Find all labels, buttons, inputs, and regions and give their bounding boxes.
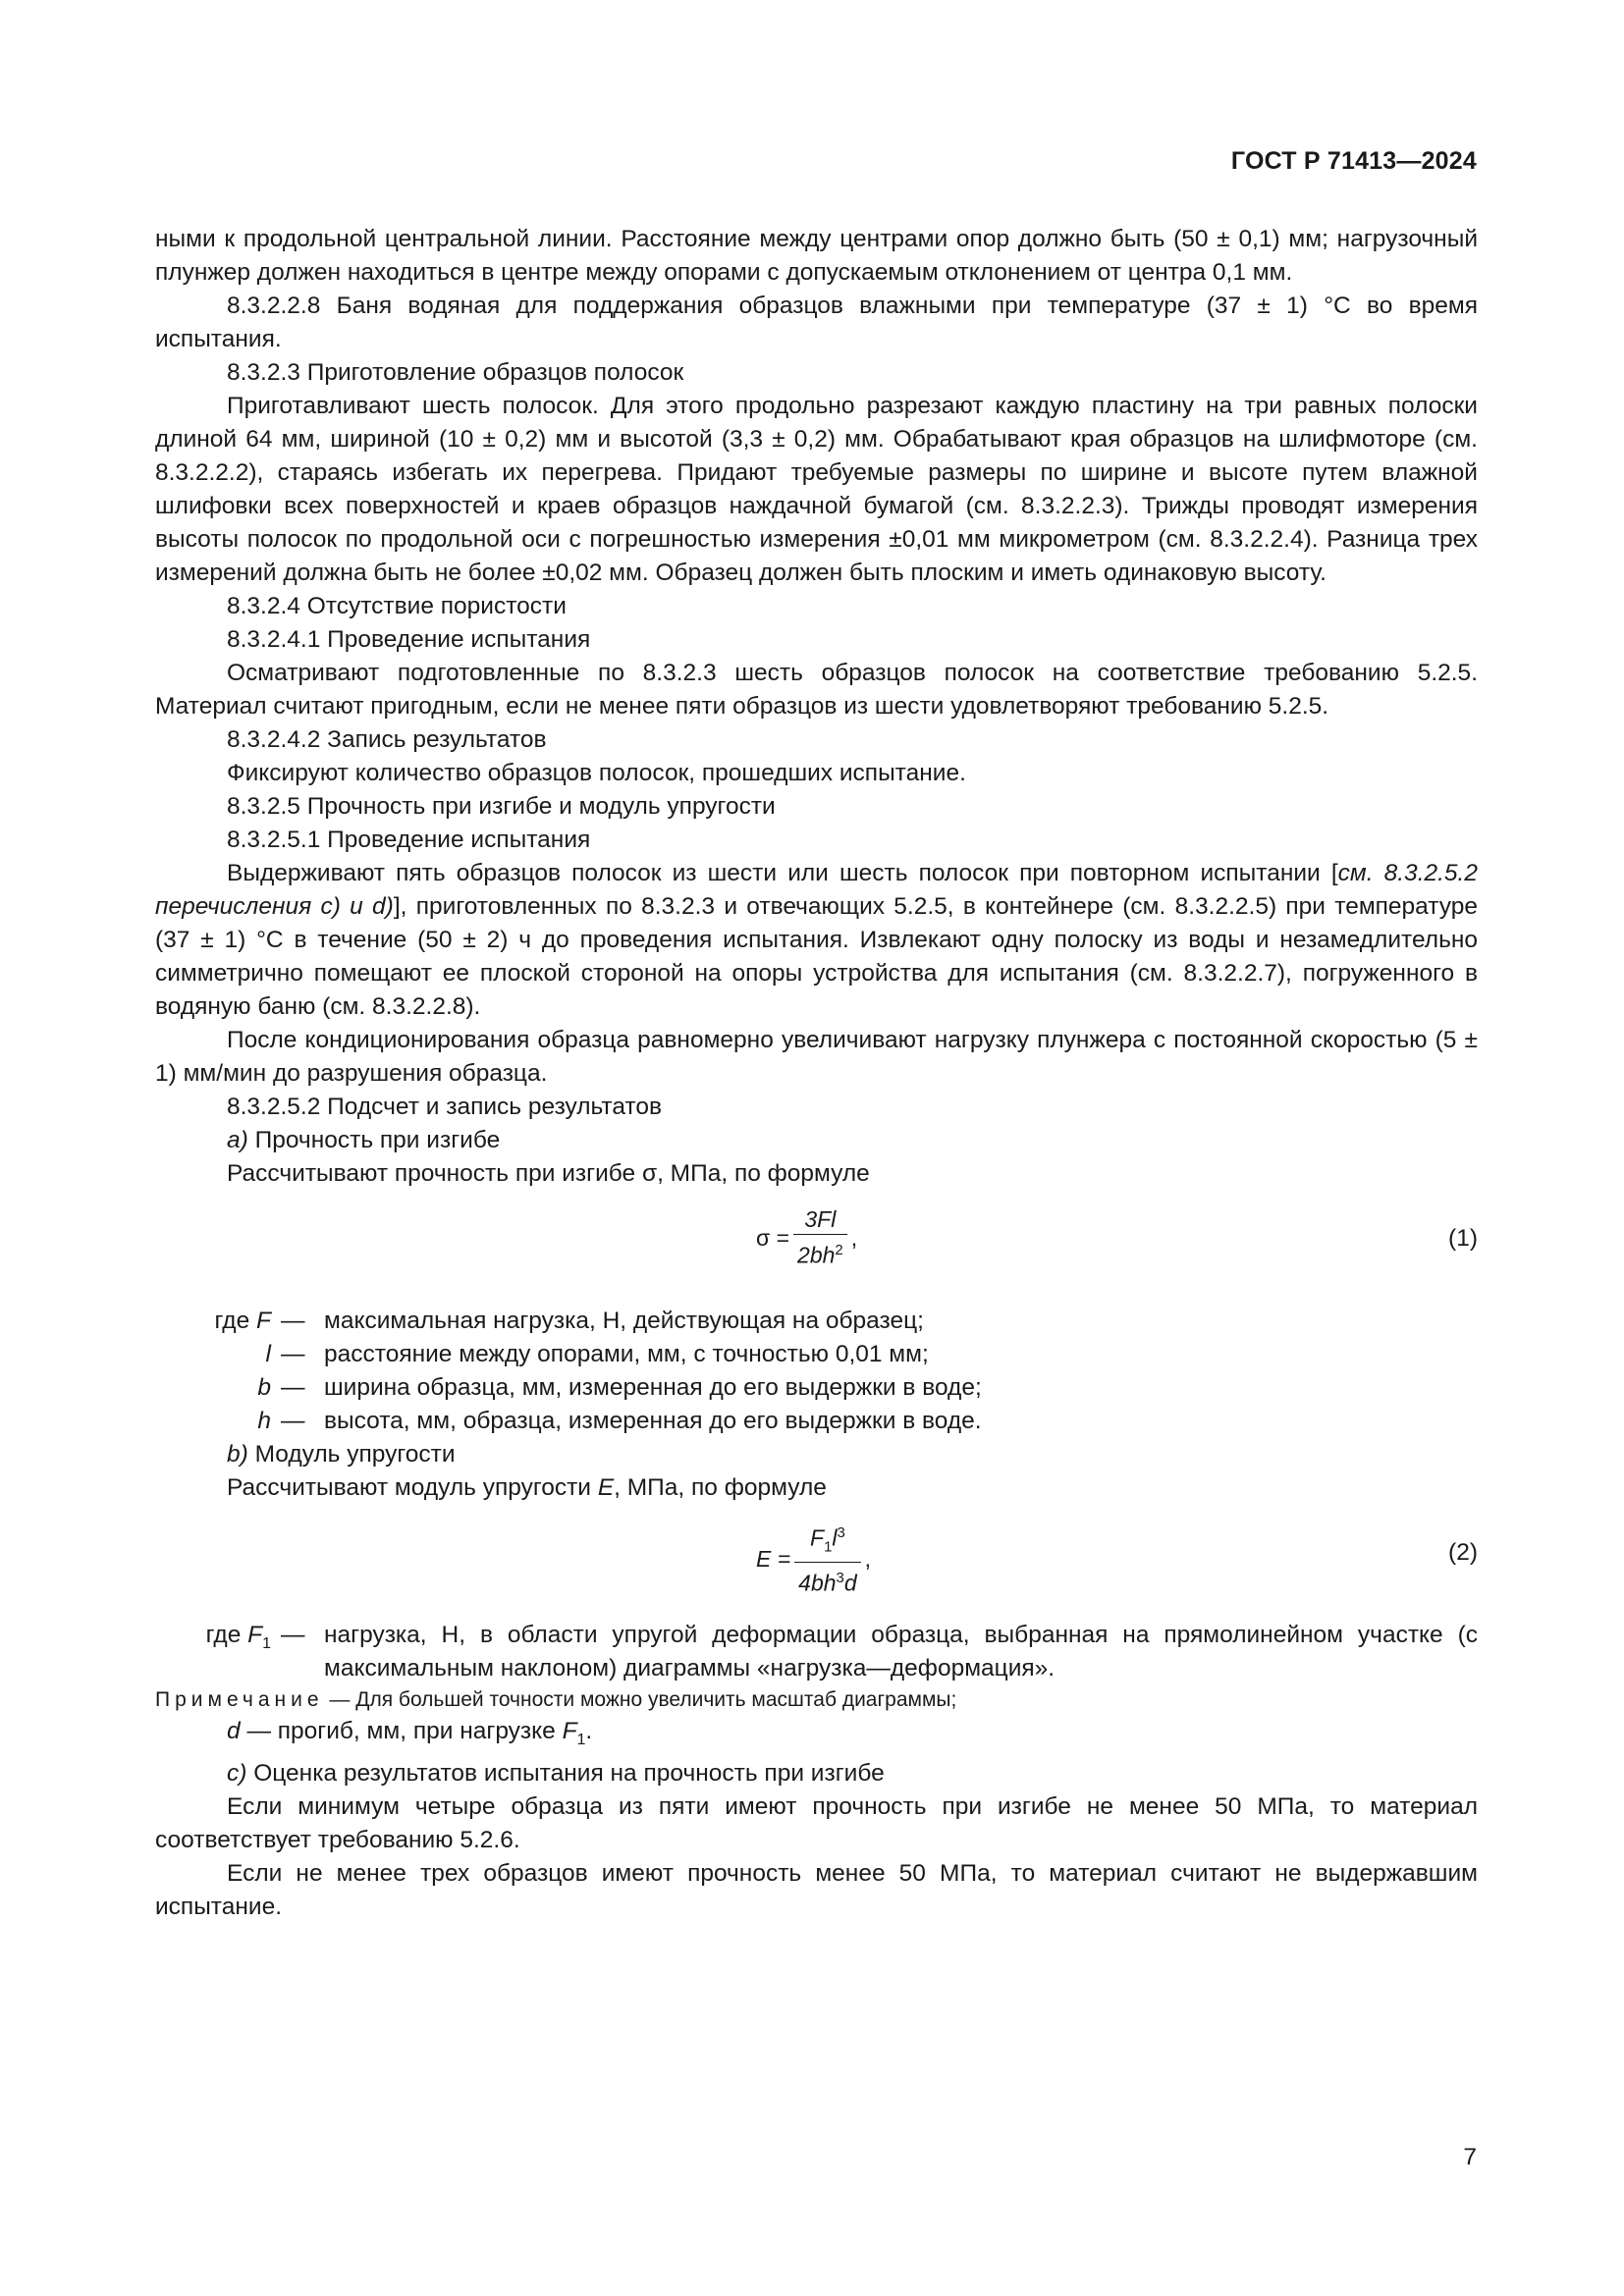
denominator-base: 4bh [798, 1570, 837, 1596]
numerator: 3Fl [804, 1206, 837, 1232]
symbol: b [257, 1374, 271, 1401]
variable-symbol [155, 1305, 281, 1338]
variable-description: высота, мм, образца, измеренная до его выдержки в воде. [324, 1408, 982, 1434]
denominator-base: 2bh [797, 1242, 836, 1268]
formula-expression [756, 1204, 857, 1271]
variable-description: расстояние между опорами, мм, с точностью 0,01 мм; [324, 1341, 929, 1367]
variable-symbol [155, 1405, 281, 1438]
paragraph [155, 1471, 1478, 1505]
text-run: Прочность при изгибе [247, 1127, 501, 1153]
symbol: F [562, 1718, 577, 1744]
list-item-heading [155, 1438, 1478, 1471]
dash: — [281, 1341, 305, 1367]
text-run: ], приготовленных по 8.3.2.3 и отвечающих 5.2.5, в контейнере (см. 8.3.2.2.5) при температуре (37 ± 1) °С в течение (50 ± 2) ч до проведения испытания. Извлекают одну полоску из воды и незамедлительно симметрично помещают ее плоской стороной на опоры устройства для испытания (см. 8.3.2.2.7), погруженного в водяную баню (см. 8.3.2.2.8). [155, 893, 1478, 1020]
symbol: F [247, 1622, 263, 1648]
variable-description: максимальная нагрузка, Н, действующая на образец; [324, 1308, 924, 1334]
section-heading: 8.3.2.4.1 Проведение испытания [227, 626, 591, 653]
variable-symbol [155, 1338, 281, 1371]
denominator [794, 1562, 860, 1599]
text-run: . [585, 1718, 593, 1744]
section-heading: 8.3.2.4.2 Запись результатов [227, 726, 547, 753]
variable-description: нагрузка, Н, в области упругой деформации образца, выбранная на прямолинейном участке (с максимальным наклоном) диаграммы «нагрузка—деформация». [324, 1622, 1478, 1682]
paragraph: 8.3.2.2.8 Баня водяная для поддержания образцов влажными при температуре (37 ± 1) °С во время испытания. [155, 293, 1478, 352]
dash: — [281, 1622, 305, 1648]
paragraph [155, 1715, 1478, 1757]
subscript: 1 [824, 1538, 833, 1556]
note-label: Примечание [155, 1688, 324, 1711]
denominator-var: d [843, 1570, 857, 1596]
list-item-heading [155, 1124, 1478, 1157]
equation-number: (1) [1448, 1225, 1478, 1252]
fraction [794, 1519, 860, 1599]
variable-list-2 [155, 1619, 1478, 1685]
formula-lhs: σ = [756, 1224, 790, 1251]
note [155, 1685, 1478, 1715]
dash: — [281, 1408, 305, 1434]
paragraph: Приготавливают шесть полосок. Для этого продольно разрезают каждую пластину на три равных полоски длиной 64 мм, шириной (10 ± 0,2) мм и высотой (3,3 ± 0,2) мм. Обрабатывают края образцов на шлифмоторе (см. 8.3.2.2.2), стараясь избегать их перегрева. Придают требуемые размеры по ширине и высоте путем влажной шлифовки всех поверхностей и краев образцов наждачной бумагой (см. 8.3.2.2.3). Трижды проводят измерения высоты полосок по продольной оси с погрешностью измерения ±0,01 мм микрометром (см. 8.3.2.2.4). Разница трех измерений должна быть не более ±0,02 мм. Образец должен быть плоским и иметь одинаковую высоту. [155, 393, 1478, 586]
dash: — [281, 1308, 305, 1334]
list-marker: b) [227, 1441, 248, 1468]
symbol: h [257, 1408, 271, 1434]
text-run: Модуль упругости [247, 1441, 456, 1468]
equation-number: (2) [1448, 1539, 1478, 1566]
subscript: 1 [262, 1634, 271, 1652]
note-text: — Для большей точности можно увеличить масштаб диаграммы; [323, 1688, 957, 1711]
variable-symbol [155, 1371, 281, 1405]
paragraph [155, 857, 1478, 1024]
text-run: , МПа, по формуле [614, 1474, 827, 1501]
text-run: Оценка результатов испытания на прочность при изгибе [246, 1759, 885, 1787]
symbol: E [597, 1474, 615, 1501]
paragraph: Рассчитывают прочность при изгибе σ, МПа, по формуле [227, 1160, 870, 1187]
section-heading: 8.3.2.4 Отсутствие пористости [227, 593, 567, 619]
paragraph: Если не менее трех образцов имеют прочность менее 50 МПа, то материал считают не выдержавшим испытание. [155, 1859, 1478, 1920]
numerator-base: F [810, 1524, 825, 1551]
document-body [155, 223, 1478, 1924]
subscript: 1 [576, 1731, 586, 1748]
formula-tail: , [864, 1545, 872, 1572]
dash: — [281, 1374, 305, 1401]
formula-lhs: E = [756, 1545, 791, 1572]
italic-reference: см. 8.3.2.5.2 перечисления c) и d) [155, 860, 1478, 920]
denominator [793, 1234, 847, 1271]
exponent: 3 [837, 1524, 845, 1541]
where-prefix: где [214, 1308, 250, 1334]
variable-list [155, 1305, 1478, 1438]
list-marker: a) [227, 1127, 248, 1153]
numerator [806, 1519, 849, 1562]
paragraph: После кондиционирования образца равномерно увеличивают нагрузку плунжера с постоянной скоростью (5 ± 1) мм/мин до разрушения образца. [155, 1027, 1478, 1087]
exponent: 2 [835, 1242, 843, 1258]
text-run: — прогиб, мм, при нагрузке [240, 1718, 563, 1744]
list-marker: c) [227, 1759, 247, 1787]
section-heading: 8.3.2.5.1 Проведение испытания [227, 827, 591, 853]
numerator-var: l [832, 1524, 838, 1551]
formula-2 [155, 1513, 1478, 1596]
text-run: Выдерживают пять образцов полосок из шести или шесть полосок при повторном испытании [ [227, 860, 1338, 886]
standard-header: ГОСТ Р 71413—2024 [1230, 147, 1477, 175]
formula-tail: , [850, 1224, 858, 1251]
fraction [793, 1204, 847, 1271]
text-run: Рассчитывают модуль упругости [227, 1474, 598, 1501]
paragraph: Если минимум четыре образца из пяти имеют прочность при изгибе не менее 50 МПа, то материал соответствует требованию 5.2.6. [155, 1792, 1478, 1853]
page-number: 7 [1463, 2144, 1477, 2170]
variable-description: ширина образца, мм, измеренная до его выдержки в воде; [324, 1374, 982, 1401]
paragraph: Фиксируют количество образцов полосок, прошедших испытание. [227, 760, 966, 786]
exponent: 3 [836, 1570, 844, 1587]
section-heading: 8.3.2.5 Прочность при изгибе и модуль упругости [227, 793, 776, 820]
symbol: F [256, 1308, 271, 1334]
paragraph: ными к продольной центральной линии. Расстояние между центрами опор должно быть (50 ± 0,1) мм; нагрузочный плунжер должен находиться в центре между опорами с допускаемым отклонением от центра 0,1 мм. [155, 226, 1478, 286]
formula-1 [155, 1199, 1478, 1279]
section-heading: 8.3.2.5.2 Подсчет и запись результатов [227, 1094, 663, 1120]
formula-expression [756, 1519, 871, 1599]
where-prefix: где [205, 1622, 242, 1648]
paragraph: Осматривают подготовленные по 8.3.2.3 шесть образцов полосок на соответствие требованию 5.2.5. Материал считают пригодным, если не менее пяти образцов из шести удовлетворяют требованию 5.2.5. [155, 660, 1478, 720]
symbol: d [227, 1718, 241, 1744]
list-item-heading [155, 1757, 1478, 1790]
section-heading: 8.3.2.3 Приготовление образцов полосок [227, 359, 684, 386]
variable-symbol [155, 1619, 281, 1685]
symbol: l [265, 1341, 271, 1367]
